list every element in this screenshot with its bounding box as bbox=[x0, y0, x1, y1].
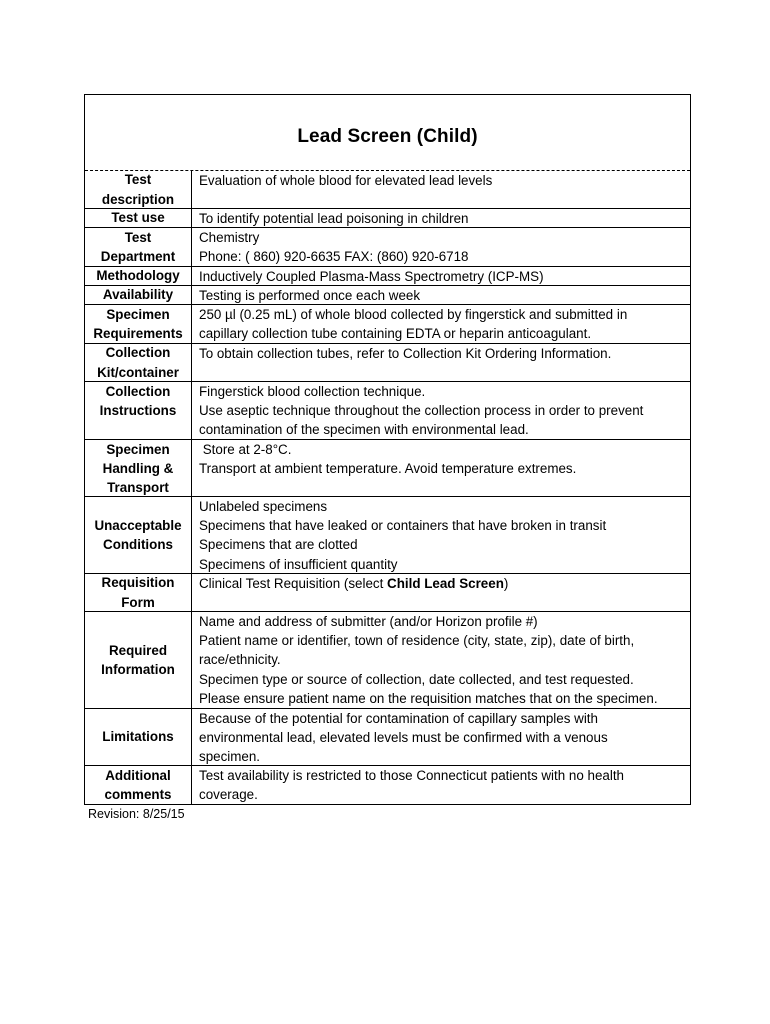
row-label: Unacceptable Conditions bbox=[85, 497, 192, 573]
row-label: Requisition Form bbox=[85, 574, 192, 611]
row-value bbox=[192, 612, 690, 708]
row-value bbox=[192, 766, 690, 804]
row-label: Test Department bbox=[85, 228, 192, 266]
row-additional-comments bbox=[85, 766, 690, 804]
value-line: Testing is performed once each week bbox=[199, 288, 421, 303]
row-value bbox=[192, 497, 690, 573]
row-collection-instructions bbox=[85, 382, 690, 440]
title-cell bbox=[85, 95, 690, 171]
value-line: Use aseptic technique throughout the collection process in order to prevent bbox=[199, 403, 644, 419]
row-requisition-form bbox=[85, 574, 690, 612]
value-line: Because of the potential for contamination of capillary samples with bbox=[199, 711, 598, 726]
requisition-bold-name: Child Lead Screen bbox=[387, 576, 504, 591]
value-line: Chemistry bbox=[199, 230, 260, 245]
requisition-prefix: Clinical Test Requisition (select bbox=[199, 576, 388, 591]
row-test-department bbox=[85, 228, 690, 267]
value-line: Test availability is restricted to those Connecticut patients with no health bbox=[199, 768, 625, 783]
requisition-suffix: ) bbox=[503, 576, 509, 591]
value-line: environmental lead, elevated levels must be confirmed with a venous bbox=[199, 730, 608, 746]
row-availability bbox=[85, 286, 690, 305]
value-line: Specimens that are clotted bbox=[199, 537, 358, 553]
row-label: Methodology bbox=[85, 267, 192, 285]
value-line: Transport at ambient temperature. Avoid temperature extremes. bbox=[199, 461, 577, 477]
row-value bbox=[192, 382, 690, 439]
row-label: Required Information bbox=[85, 612, 192, 708]
row-label: Test use bbox=[85, 209, 192, 227]
value-line: Specimens of insufficient quantity bbox=[199, 556, 398, 572]
row-label: Test description bbox=[85, 171, 192, 208]
row-collection-kit bbox=[85, 344, 690, 382]
row-value bbox=[192, 709, 690, 765]
row-specimen-requirements bbox=[85, 305, 690, 344]
value-line: 250 µl (0.25 mL) of whole blood collected by fingerstick and submitted in bbox=[199, 307, 628, 322]
row-label: Specimen Requirements bbox=[85, 305, 192, 343]
row-value bbox=[192, 440, 690, 496]
row-value bbox=[192, 267, 690, 285]
row-label: Additional comments bbox=[85, 766, 192, 804]
row-value bbox=[192, 305, 690, 343]
row-label: Limitations bbox=[85, 709, 192, 765]
row-value bbox=[192, 171, 690, 208]
value-line: Specimens that have leaked or containers that have broken in transit bbox=[199, 518, 607, 534]
value-line: Evaluation of whole blood for elevated lead levels bbox=[199, 173, 493, 188]
lab-test-info-table bbox=[84, 94, 691, 805]
value-line: Please ensure patient name on the requisition matches that on the specimen. bbox=[199, 690, 658, 706]
value-line: coverage. bbox=[199, 787, 258, 803]
value-line: Patient name or identifier, town of residence (city, state, zip), date of birth, bbox=[199, 633, 635, 649]
row-unacceptable-conditions bbox=[85, 497, 690, 574]
row-label: Specimen Handling & Transport bbox=[85, 440, 192, 496]
value-line: Unlabeled specimens bbox=[199, 499, 328, 514]
row-value bbox=[192, 286, 690, 304]
row-label: Collection Instructions bbox=[85, 382, 192, 439]
row-required-information bbox=[85, 612, 690, 709]
value-line bbox=[199, 574, 686, 593]
row-methodology bbox=[85, 267, 690, 286]
document-title: Lead Screen (Child) bbox=[297, 126, 478, 147]
row-value bbox=[192, 344, 690, 381]
value-line: Phone: ( 860) 920-6635 FAX: (860) 920-6718 bbox=[199, 249, 469, 265]
value-line: race/ethnicity. bbox=[199, 652, 281, 668]
value-line: capillary collection tube containing EDTA or heparin anticoagulant. bbox=[199, 326, 592, 342]
row-value bbox=[192, 228, 690, 266]
row-limitations bbox=[85, 709, 690, 766]
revision-date: Revision: 8/25/15 bbox=[88, 807, 185, 821]
value-line: specimen. bbox=[199, 749, 261, 765]
value-line: Inductively Coupled Plasma-Mass Spectrometry (ICP-MS) bbox=[199, 269, 544, 284]
row-label: Collection Kit/container bbox=[85, 344, 192, 381]
value-line: To identify potential lead poisoning in children bbox=[199, 211, 469, 226]
row-label: Availability bbox=[85, 286, 192, 304]
value-line: Name and address of submitter (and/or Horizon profile #) bbox=[199, 614, 538, 629]
row-value bbox=[192, 574, 690, 611]
value-line: contamination of the specimen with environmental lead. bbox=[199, 422, 529, 438]
row-test-use bbox=[85, 209, 690, 228]
row-value bbox=[192, 209, 690, 227]
value-line: To obtain collection tubes, refer to Collection Kit Ordering Information. bbox=[199, 346, 612, 361]
value-line: Specimen type or source of collection, date collected, and test requested. bbox=[199, 671, 634, 687]
value-line: Store at 2-8°C. bbox=[199, 442, 292, 457]
value-line: Fingerstick blood collection technique. bbox=[199, 384, 426, 399]
row-specimen-handling bbox=[85, 440, 690, 497]
row-test-description bbox=[85, 171, 690, 209]
